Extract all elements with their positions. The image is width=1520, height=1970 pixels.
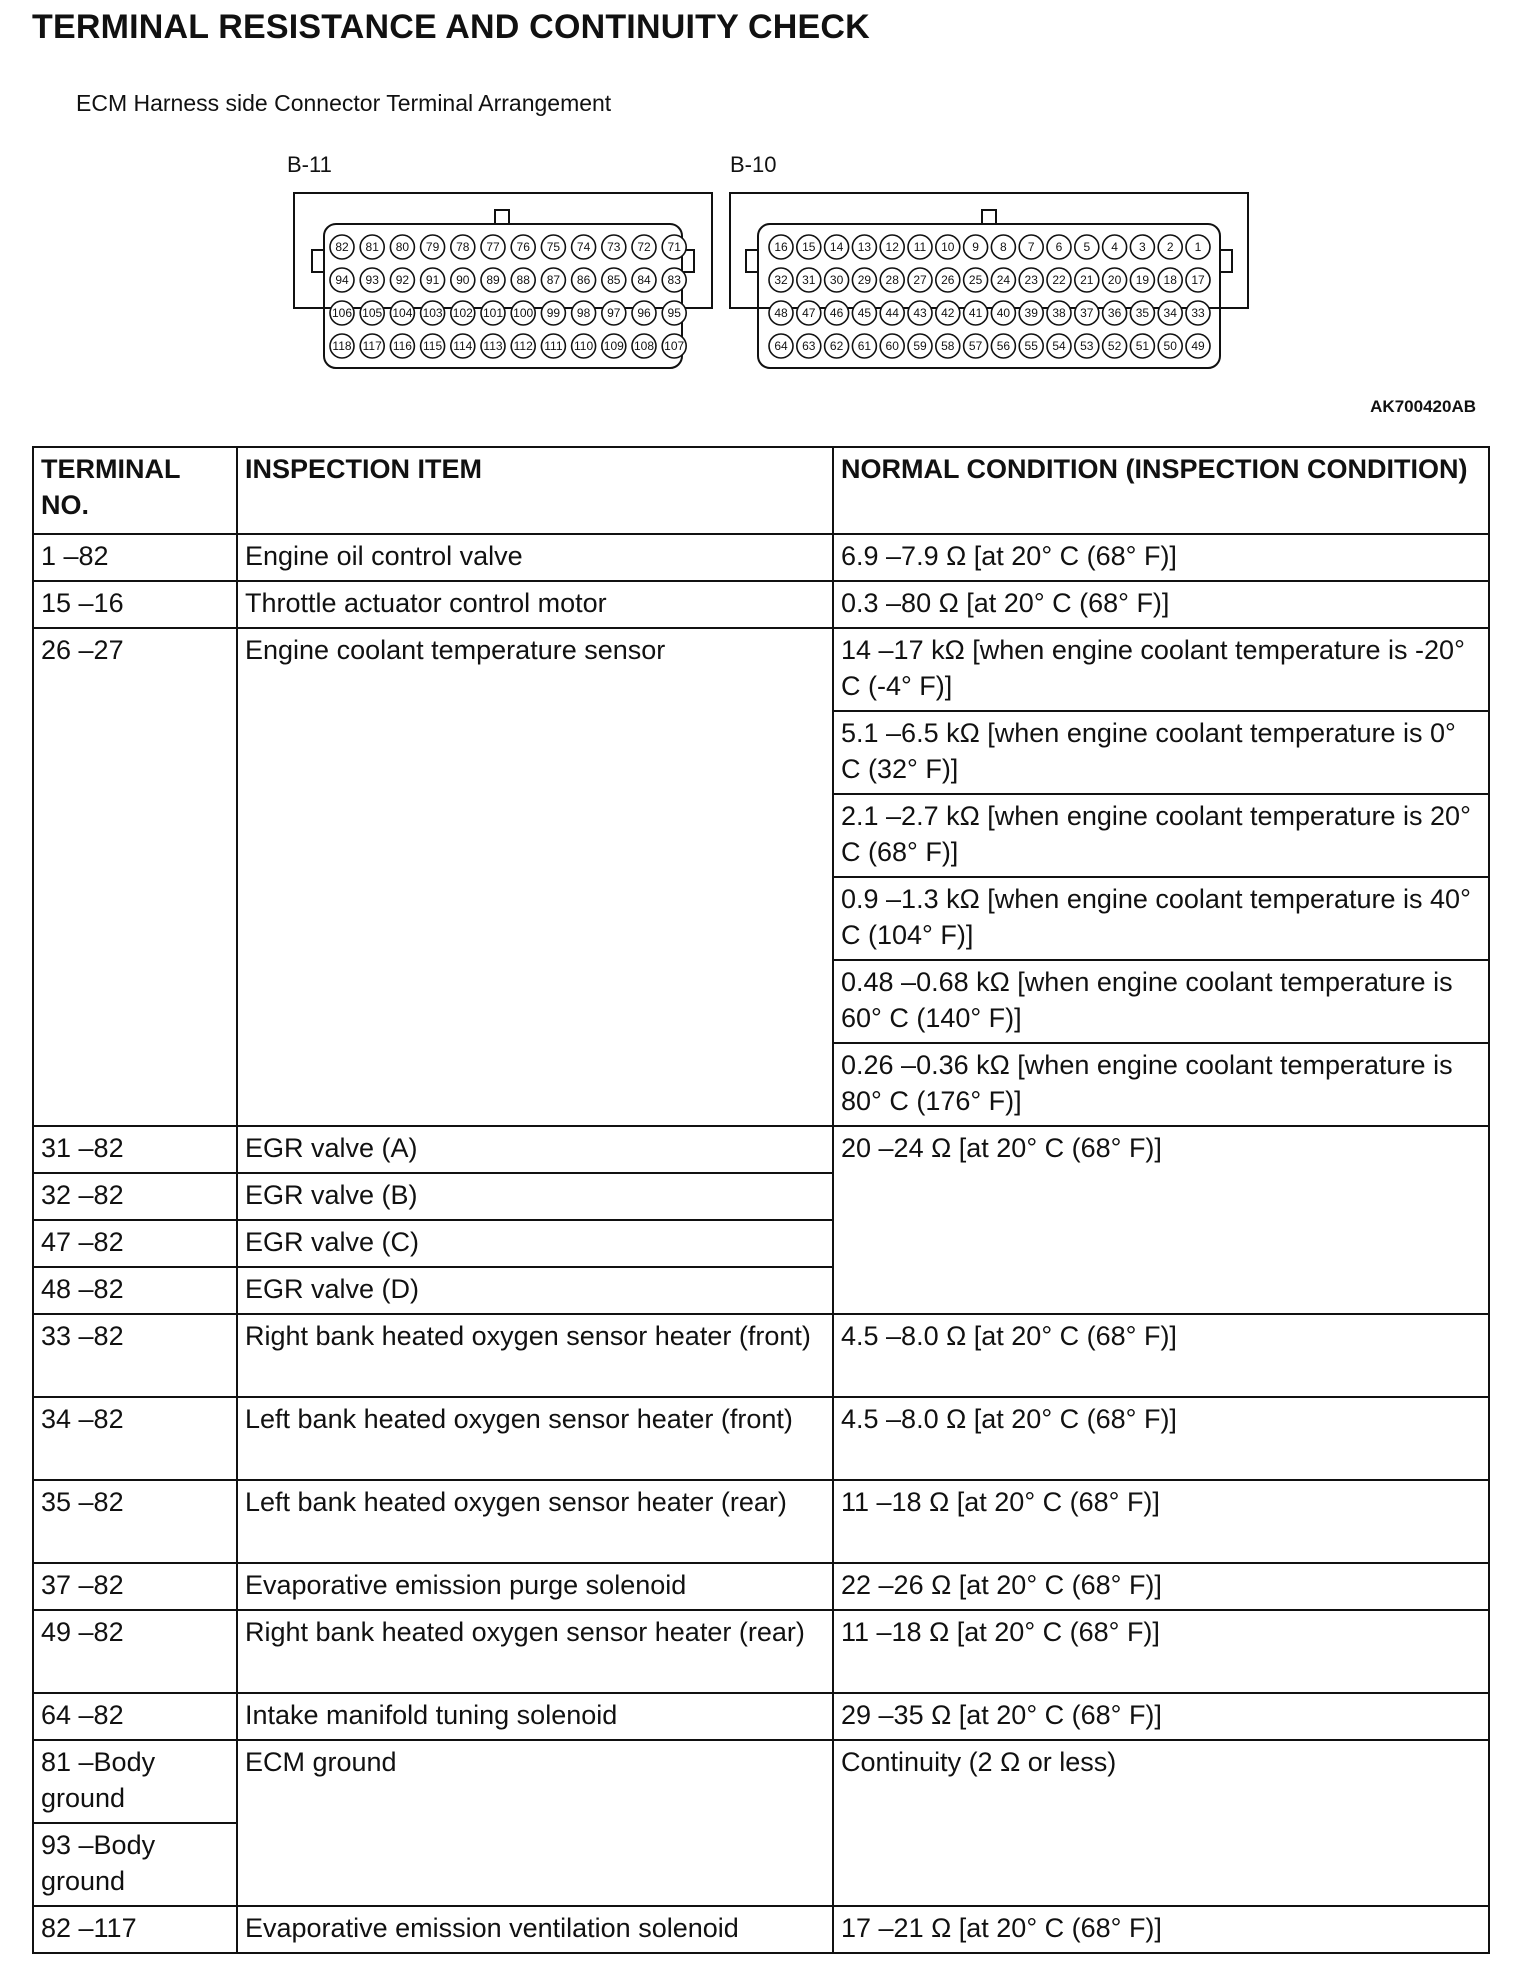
terminal-pin-number: 15 [802,240,816,254]
terminal-pin-number: 19 [1135,273,1150,287]
condition-cell: 2.1 –2.7 kΩ [when engine coolant temperature is 20° C (68° F)] [833,794,1489,877]
terminal-check-table [32,446,1490,1954]
terminal-cell: 35 –82 [33,1480,237,1563]
header-normal-condition: NORMAL CONDITION (INSPECTION CONDITION) [833,447,1489,534]
terminal-pin-number: 43 [913,306,927,320]
terminal-pin-number: 13 [857,240,872,254]
terminal-pin-number: 36 [1107,306,1122,320]
terminal-pin-number: 92 [395,273,410,287]
figure-code: AK700420AB [1370,397,1476,416]
terminal-pin-number: 50 [1163,339,1177,353]
terminal-cell: 93 –Body ground [33,1823,237,1906]
terminal-pin-number: 1 [1194,240,1202,254]
terminal-cell: 48 –82 [33,1267,237,1314]
item-cell: Throttle actuator control motor [237,581,833,628]
terminal-pin-number: 90 [456,273,470,287]
condition-cell: 0.3 –80 Ω [at 20° C (68° F)] [833,581,1489,628]
terminal-pin-number: 30 [829,273,844,287]
terminal-pin-number: 35 [1135,306,1150,320]
condition-cell: 22 –26 Ω [at 20° C (68° F)] [833,1563,1489,1610]
condition-cell: 20 –24 Ω [at 20° C (68° F)] [833,1126,1489,1314]
terminal-pin-number: 12 [885,240,899,254]
terminal-pin-number: 89 [486,273,500,287]
item-cell: Left bank heated oxygen sensor heater (rear) [237,1480,833,1563]
terminal-pin-number: 113 [483,339,503,353]
terminal-pin-number: 85 [607,273,621,287]
terminal-pin-number: 63 [802,339,816,353]
terminal-cell: 15 –16 [33,581,237,628]
terminal-pin-number: 61 [857,339,872,353]
terminal-pin-number: 105 [362,306,383,320]
item-cell: Right bank heated oxygen sensor heater (front) [237,1314,833,1397]
terminal-pin-number: 118 [332,339,352,353]
item-cell: Left bank heated oxygen sensor heater (front) [237,1397,833,1480]
terminal-pin-number: 84 [637,273,651,287]
connector-label-b11: B-11 [287,152,332,177]
terminal-pin-number: 9 [972,240,979,254]
terminal-pin-number: 42 [941,306,955,320]
terminal-pin-number: 62 [829,339,844,353]
terminal-pin-number: 22 [1052,273,1066,287]
terminal-pin-number: 60 [885,339,899,353]
terminal-pin-number: 77 [486,240,500,254]
item-cell: EGR valve (D) [237,1267,833,1314]
item-cell: Evaporative emission ventilation solenoid [237,1906,833,1953]
terminal-pin-number: 104 [392,306,413,320]
item-cell: Evaporative emission purge solenoid [237,1563,833,1610]
terminal-cell: 37 –82 [33,1563,237,1610]
terminal-cell: 81 –Body ground [33,1740,237,1823]
terminal-pin-number: 37 [1080,306,1094,320]
terminal-pin-number: 31 [802,273,816,287]
terminal-pin-number: 10 [941,240,955,254]
terminal-pin-number: 4 [1111,240,1118,254]
item-cell: Engine oil control valve [237,534,833,581]
item-cell: ECM ground [237,1740,833,1906]
terminal-pin-number: 99 [546,306,561,320]
condition-cell: Continuity (2 Ω or less) [833,1740,1489,1906]
terminal-pin-number: 29 [857,273,872,287]
table-row [33,1693,1489,1740]
terminal-pin-number: 106 [331,306,353,320]
terminal-pin-number: 116 [392,339,412,353]
terminal-pin-number: 101 [482,306,504,320]
terminal-pin-number: 59 [913,339,927,353]
terminal-pin-number: 78 [456,240,470,254]
connector-b11-diagram [292,188,716,378]
terminal-pin-number: 39 [1024,306,1038,320]
terminal-pin-number: 73 [607,240,621,254]
terminal-pin-number: 24 [996,273,1011,287]
condition-cell: 14 –17 kΩ [when engine coolant temperature is -20° C (-4° F)] [833,628,1489,711]
terminal-pin-number: 100 [513,306,534,320]
terminal-pin-number: 80 [395,240,410,254]
terminal-pin-number: 8 [1000,240,1007,254]
table-row [33,1740,1489,1823]
terminal-cell: 49 –82 [33,1610,237,1693]
terminal-pin-number: 79 [425,240,440,254]
condition-cell: 4.5 –8.0 Ω [at 20° C (68° F)] [833,1314,1489,1397]
terminal-pin-number: 38 [1052,306,1066,320]
terminal-pin-number: 93 [365,273,379,287]
terminal-pin-number: 17 [1191,273,1205,287]
terminal-pin-number: 75 [546,240,561,254]
terminal-pin-number: 41 [968,306,983,320]
table-row [33,1610,1489,1693]
item-cell: EGR valve (A) [237,1126,833,1173]
terminal-pin-number: 114 [453,339,473,353]
table-row [33,581,1489,628]
terminal-pin-number: 45 [857,306,872,320]
terminal-cell: 34 –82 [33,1397,237,1480]
condition-cell: 29 –35 Ω [at 20° C (68° F)] [833,1693,1489,1740]
terminal-pin-number: 76 [516,240,530,254]
terminal-pin-number: 46 [829,306,844,320]
table-row [33,1480,1489,1563]
table-row [33,1314,1489,1397]
terminal-pin-number: 91 [425,273,440,287]
terminal-pin-number: 107 [664,339,685,353]
terminal-pin-number: 109 [603,339,624,353]
condition-cell: 4.5 –8.0 Ω [at 20° C (68° F)] [833,1397,1489,1480]
terminal-pin-number: 86 [576,273,591,287]
terminal-pin-number: 21 [1080,273,1094,287]
connector-label-b10: B-10 [730,152,777,177]
terminal-pin-number: 72 [637,240,651,254]
terminal-pin-number: 49 [1191,339,1205,353]
condition-cell: 0.9 –1.3 kΩ [when engine coolant temperature is 40° C (104° F)] [833,877,1489,960]
table-row [33,1906,1489,1953]
terminal-pin-number: 115 [423,339,443,353]
terminal-pin-number: 26 [941,273,955,287]
terminal-pin-number: 57 [968,339,983,353]
terminal-pin-number: 52 [1107,339,1122,353]
terminal-cell: 82 –117 [33,1906,237,1953]
terminal-cell: 26 –27 [33,628,237,1126]
terminal-cell: 31 –82 [33,1126,237,1173]
terminal-pin-number: 98 [576,306,591,320]
terminal-pin-number: 44 [885,306,899,320]
terminal-pin-number: 112 [513,339,533,353]
table-row [33,628,1489,711]
item-cell: Right bank heated oxygen sensor heater (rear) [237,1610,833,1693]
condition-cell: 0.48 –0.68 kΩ [when engine coolant temperature is 60° C (140° F)] [833,960,1489,1043]
terminal-pin-number: 56 [996,339,1011,353]
terminal-pin-number: 14 [829,240,844,254]
condition-cell: 11 –18 Ω [at 20° C (68° F)] [833,1480,1489,1563]
table-row [33,1563,1489,1610]
terminal-pin-number: 95 [667,306,681,320]
terminal-pin-number: 102 [452,306,473,320]
terminal-pin-number: 48 [774,306,788,320]
terminal-pin-number: 54 [1052,339,1066,353]
terminal-pin-number: 28 [885,273,899,287]
terminal-pin-number: 103 [422,306,443,320]
terminal-pin-number: 18 [1163,273,1177,287]
terminal-pin-number: 71 [667,240,681,254]
table-header-row [33,447,1489,534]
terminal-pin-number: 110 [574,339,594,353]
condition-cell: 17 –21 Ω [at 20° C (68° F)] [833,1906,1489,1953]
item-cell: EGR valve (C) [237,1220,833,1267]
condition-cell: 0.26 –0.36 kΩ [when engine coolant temperature is 80° C (176° F)] [833,1043,1489,1126]
table-row [33,1397,1489,1480]
terminal-pin-number: 34 [1163,306,1177,320]
terminal-pin-number: 33 [1191,306,1205,320]
terminal-pin-number: 25 [968,273,983,287]
header-inspection-item: INSPECTION ITEM [237,447,833,534]
terminal-pin-number: 117 [362,339,382,353]
table-row [33,534,1489,581]
terminal-pin-number: 53 [1080,339,1094,353]
terminal-cell: 1 –82 [33,534,237,581]
terminal-pin-number: 58 [941,339,955,353]
condition-cell: 6.9 –7.9 Ω [at 20° C (68° F)] [833,534,1489,581]
terminal-pin-number: 94 [335,273,349,287]
figure-caption: ECM Harness side Connector Terminal Arrangement [76,90,612,116]
condition-cell: 5.1 –6.5 kΩ [when engine coolant temperature is 0° C (32° F)] [833,711,1489,794]
terminal-pin-number: 20 [1107,273,1122,287]
terminal-pin-number: 16 [774,240,788,254]
terminal-pin-number: 55 [1024,339,1038,353]
terminal-pin-number: 51 [1135,339,1150,353]
terminal-pin-number: 81 [365,240,379,254]
connector-b10-diagram [728,188,1252,378]
terminal-pin-number: 74 [576,240,591,254]
terminal-pin-number: 32 [774,273,788,287]
terminal-cell: 32 –82 [33,1173,237,1220]
terminal-pin-number: 96 [637,306,651,320]
terminal-cell: 33 –82 [33,1314,237,1397]
terminal-pin-number: 87 [546,273,561,287]
condition-cell: 11 –18 Ω [at 20° C (68° F)] [833,1610,1489,1693]
terminal-cell: 47 –82 [33,1220,237,1267]
terminal-cell: 64 –82 [33,1693,237,1740]
terminal-pin-number: 7 [1027,240,1035,254]
terminal-pin-number: 111 [544,339,563,353]
terminal-pin-number: 27 [913,273,927,287]
table-row [33,1126,1489,1173]
terminal-pin-number: 5 [1083,240,1091,254]
terminal-pin-number: 83 [667,273,681,287]
terminal-pin-number: 3 [1139,240,1146,254]
terminal-pin-number: 97 [607,306,621,320]
terminal-pin-number: 108 [633,339,655,353]
terminal-pin-number: 2 [1166,240,1174,254]
page-title: TERMINAL RESISTANCE AND CONTINUITY CHECK [32,8,870,46]
item-cell: EGR valve (B) [237,1173,833,1220]
item-cell: Engine coolant temperature sensor [237,628,833,1126]
terminal-pin-number: 40 [996,306,1011,320]
terminal-pin-number: 11 [913,240,927,254]
terminal-pin-number: 47 [802,306,816,320]
header-terminal-no: TERMINAL NO. [33,447,237,534]
terminal-pin-number: 6 [1055,240,1063,254]
terminal-pin-number: 23 [1024,273,1038,287]
terminal-pin-number: 82 [335,240,349,254]
terminal-pin-number: 64 [774,339,788,353]
terminal-pin-number: 88 [516,273,530,287]
item-cell: Intake manifold tuning solenoid [237,1693,833,1740]
